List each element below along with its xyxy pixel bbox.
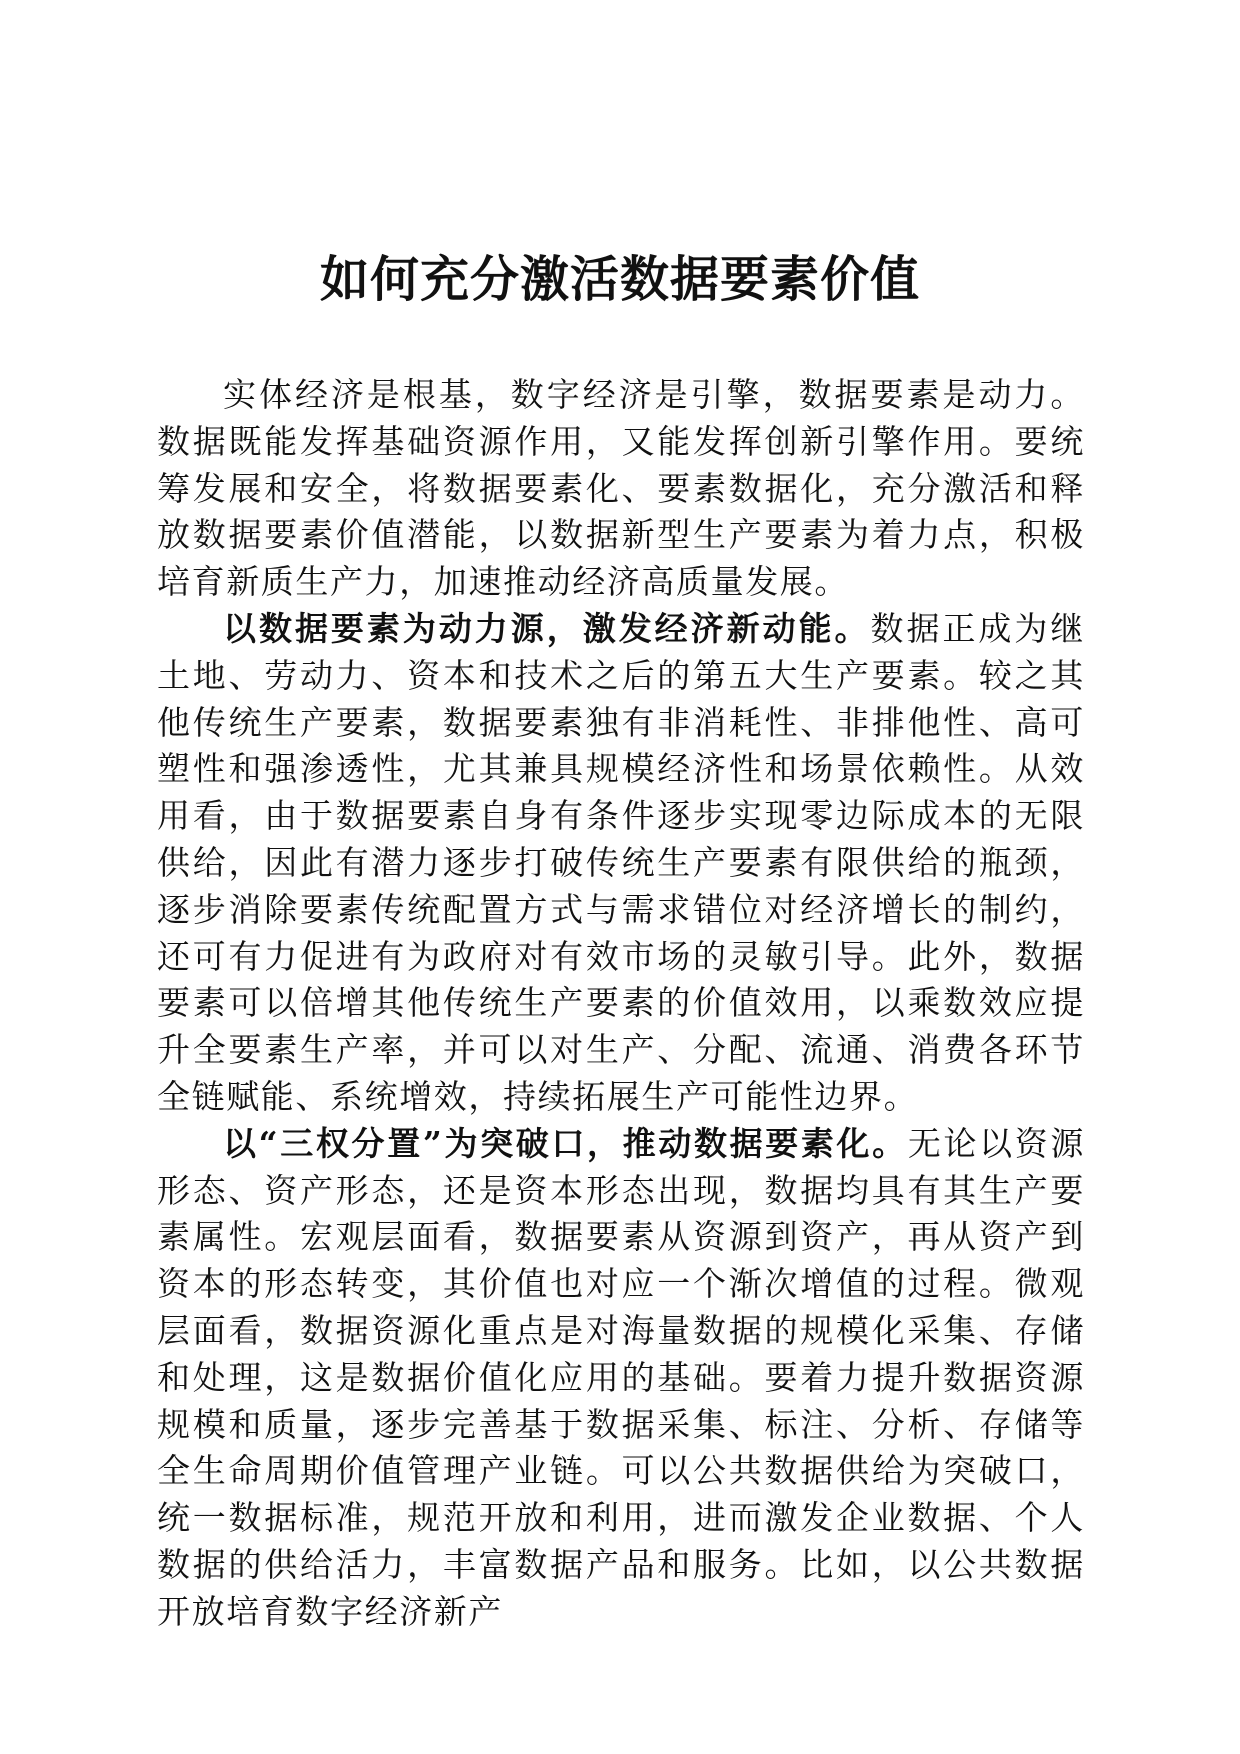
document-body (157, 372, 1085, 1636)
paragraph-data-driver (157, 606, 1085, 1121)
paragraph-text: 数据正成为继土地、劳动力、资本和技术之后的第五大生产要素。较之其他传统生产要素，数据要素独有非消耗性、非排他性、高可塑性和强渗透性，尤其兼具规模经济性和场景依赖性。从效用看，由于数据要素自身有条件逐步实现零边际成本的无限供给，因此有潜力逐步打破传统生产要素有限供给的瓶颈，逐步消除要素传统配置方式与需求错位对经济增长的制约，还可有力促进有为政府对有效市场的灵敏引导。此外，数据要素可以倍增其他传统生产要素的价值效用，以乘数效应提升全要素生产率，并可以对生产、分配、流通、消费各环节全链赋能、系统增效，持续拓展生产可能性边界。 (157, 608, 1085, 1116)
paragraph-lead: 以“三权分置”为突破口，推动数据要素化。 (223, 1123, 908, 1163)
paragraph-text: 实体经济是根基，数字经济是引擎，数据要素是动力。数据既能发挥基础资源作用，又能发挥创新引擎作用。要统筹发展和安全，将数据要素化、要素数据化，充分激活和释放数据要素价值潜能，以数据新型生产要素为着力点，积极培育新质生产力，加速推动经济高质量发展。 (157, 375, 1085, 602)
paragraph-three-rights (157, 1121, 1085, 1636)
document-title: 如何充分激活数据要素价值 (319, 250, 920, 308)
paragraph-text: 无论以资源形态、资产形态，还是资本形态出现，数据均具有其生产要素属性。宏观层面看，数据要素从资源到资产，再从资产到资本的形态转变，其价值也对应一个渐次增值的过程。微观层面看，数据资源化重点是对海量数据的规模化采集、存储和处理，这是数据价值化应用的基础。要着力提升数据资源规模和质量，逐步完善基于数据采集、标注、分析、存储等全生命周期价值管理产业链。可以公共数据供给为突破口，统一数据标准，规范开放和利用，进而激发企业数据、个人数据的供给活力，丰富数据产品和服务。比如，以公共数据开放培育数字经济新产 (157, 1123, 1085, 1631)
paragraph-lead: 以数据要素为动力源，激发经济新动能。 (223, 608, 871, 648)
paragraph-intro (157, 372, 1085, 606)
